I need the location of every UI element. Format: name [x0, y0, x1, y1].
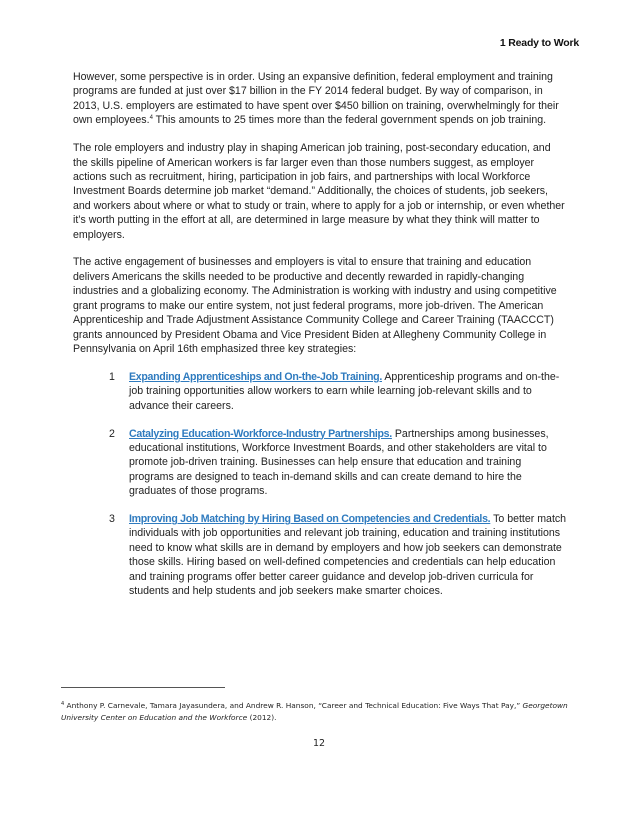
running-header: 1 Ready to Work [499, 37, 579, 49]
strategy-text: Apprenticeship programs and on-the-job training opportunities allow workers to earn while learning job-relevant skills and to advance their careers. [129, 370, 560, 412]
paragraph-text: This amounts to 25 times more than the federal government spends on job training. [152, 114, 547, 127]
paragraph-perspective [73, 70, 568, 128]
body-text [73, 70, 568, 612]
paragraph-employer-role: The role employers and industry play in shaping American job training, post-secondary education, and the skills pipeline of American workers is far larger even than those numbers suggest, as employer actions such as recruitment, hiring, participation in job fairs, and partnerships with local Workforce Investment Boards determine job market “demand.” Additionally, the choices of students, job seekers, and workers about where or what to study or train, where to apply for a job or internship, or even whether it’s worth putting in the effort at all, are determined in large measure by what they think will matter to employers. [73, 142, 565, 241]
strategy-text: To better match individuals with job opportunities and relevant job training, education and training institutions need to know what skills are in demand by employers and how job seekers can demonstrate those skills. Hiring based on well-defined competencies and credentials can help education and training programs offer better career guidance and develop job-driven curricula for students and help students and job seekers make smarter choices. [129, 513, 567, 598]
footnote-source: Georgetown University Center on Education and the Workforce [61, 701, 568, 722]
footnote-ref: 4 [149, 115, 153, 122]
page-number: 12 [312, 738, 326, 749]
strategy-text: Partnerships among businesses, educational institutions, Workforce Investment Boards, and other stakeholders are vital to promote job-driven training. Businesses can help ensure that education and training programs are designed to teach in-demand skills and can create demand to hire the graduates of those programs. [129, 427, 549, 498]
strategy-list [73, 370, 568, 599]
list-item [73, 512, 568, 598]
strategy-title: Improving Job Matching by Hiring Based on Competencies and Credentials. [129, 513, 491, 526]
paragraph-text: However, some perspective is in order. Using an expansive definition, federal employment and training programs are funded at just over $17 billion in the FY 2014 federal budget. By way of comparison, in 2013, U.S. employers are estimated to have spent over $450 billion on training, overwhelmingly for their own employees. [73, 71, 559, 127]
footnote [61, 700, 581, 724]
strategy-title: Expanding Apprenticeships and On-the-Job Training. [129, 370, 382, 383]
footnote-text: Anthony P. Carnevale, Tamara Jayasundera, and Andrew R. Hanson, “Career and Technical Education: Five Ways That Pay,” [64, 701, 523, 710]
footnote-divider [61, 687, 225, 688]
footnote-year: (2012). [247, 713, 277, 722]
list-number: 2 [109, 427, 115, 440]
list-item [73, 370, 568, 413]
paragraph-active-engagement: The active engagement of businesses and employers is vital to ensure that training and education delivers Americans the skills needed to be productive and decently rewarded in rapidly-changing industries and a globalizing economy. The Administration is working with industry and using competitive grant programs to make our entire system, not just federal programs, more job-driven. The American Apprenticeship and Trade Adjustment Assistance Community College and Career Training (TAACCCT) grants announced by President Obama and Vice President Biden at Allegheny Community College in Pennsylvania on April 16th emphasized three key strategies: [73, 256, 557, 355]
list-number: 1 [109, 370, 115, 383]
footnote-marker: 4 [61, 701, 65, 707]
strategy-title: Catalyzing Education-Workforce-Industry Partnerships. [129, 427, 392, 440]
list-item [73, 427, 568, 499]
list-number: 3 [109, 513, 115, 526]
